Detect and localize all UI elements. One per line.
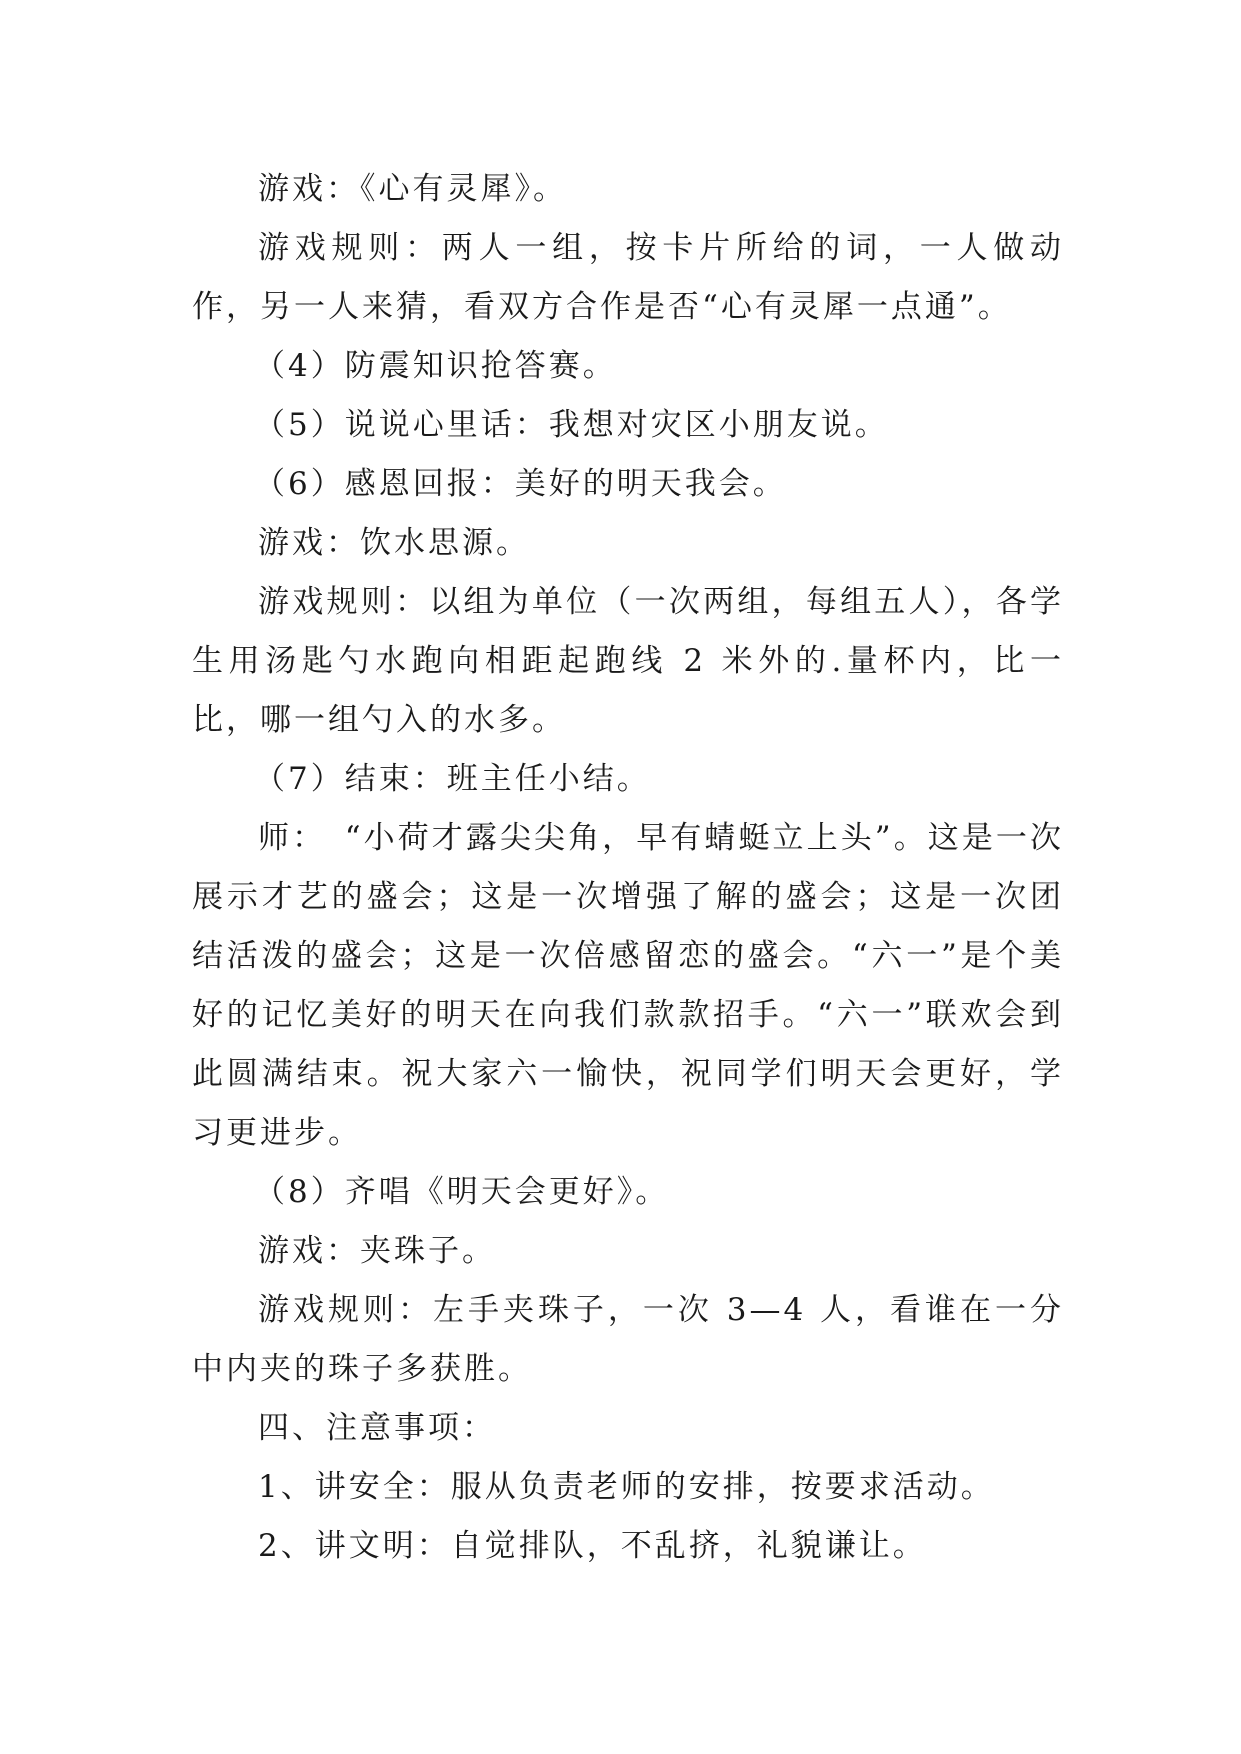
paragraph-teacher-speech: 师： “小荷才露尖尖角，早有蜻蜓立上头”。这是一次展示才艺的盛会；这是一次增强了解的盛会；这是一次团结活泼的盛会；这是一次倍感留恋的盛会。“六一”是个美好的记忆美好的明天在向我们款款招手。“六一”联欢会到此圆满结束。祝大家六一愉快，祝同学们明天会更好，学习更进步。 [192,820,1064,1151]
paragraph-item-6: （6）感恩回报：美好的明天我会。 [254,466,787,502]
paragraph-item-7: （7）结束：班主任小结。 [254,761,651,797]
document-body [192,160,1064,1576]
paragraph-item-4: （4）防震知识抢答赛。 [254,348,617,384]
paragraph-note-1: 1、讲安全：服从负责老师的安排，按要求活动。 [258,1469,995,1505]
paragraph-game-title-3: 游戏：夹珠子。 [258,1233,496,1269]
paragraph-game-rules-3: 游戏规则：左手夹珠子，一次 3—4 人，看谁在一分中内夹的珠子多获胜。 [192,1292,1064,1387]
paragraph-game-rules-2: 游戏规则：以组为单位（一次两组，每组五人），各学生用汤匙勺水跑向相距起跑线 2 米外的.量杯内，比一比，哪一组勺入的水多。 [192,584,1064,738]
paragraph-note-2: 2、讲文明：自觉排队，不乱挤，礼貌谦让。 [258,1528,927,1564]
paragraph-game-title-2: 游戏：饮水思源。 [258,525,530,561]
paragraph-game-title-1: 游戏：《心有灵犀》。 [258,171,567,207]
section-heading-notes: 四、注意事项： [258,1410,496,1446]
paragraph-item-8: （8）齐唱《明天会更好》。 [254,1174,670,1210]
paragraph-game-rules-1: 游戏规则：两人一组，按卡片所给的词，一人做动作，另一人来猜，看双方合作是否“心有灵犀一点通”。 [192,230,1064,325]
paragraph-item-5: （5）说说心里话：我想对灾区小朋友说。 [254,407,889,443]
